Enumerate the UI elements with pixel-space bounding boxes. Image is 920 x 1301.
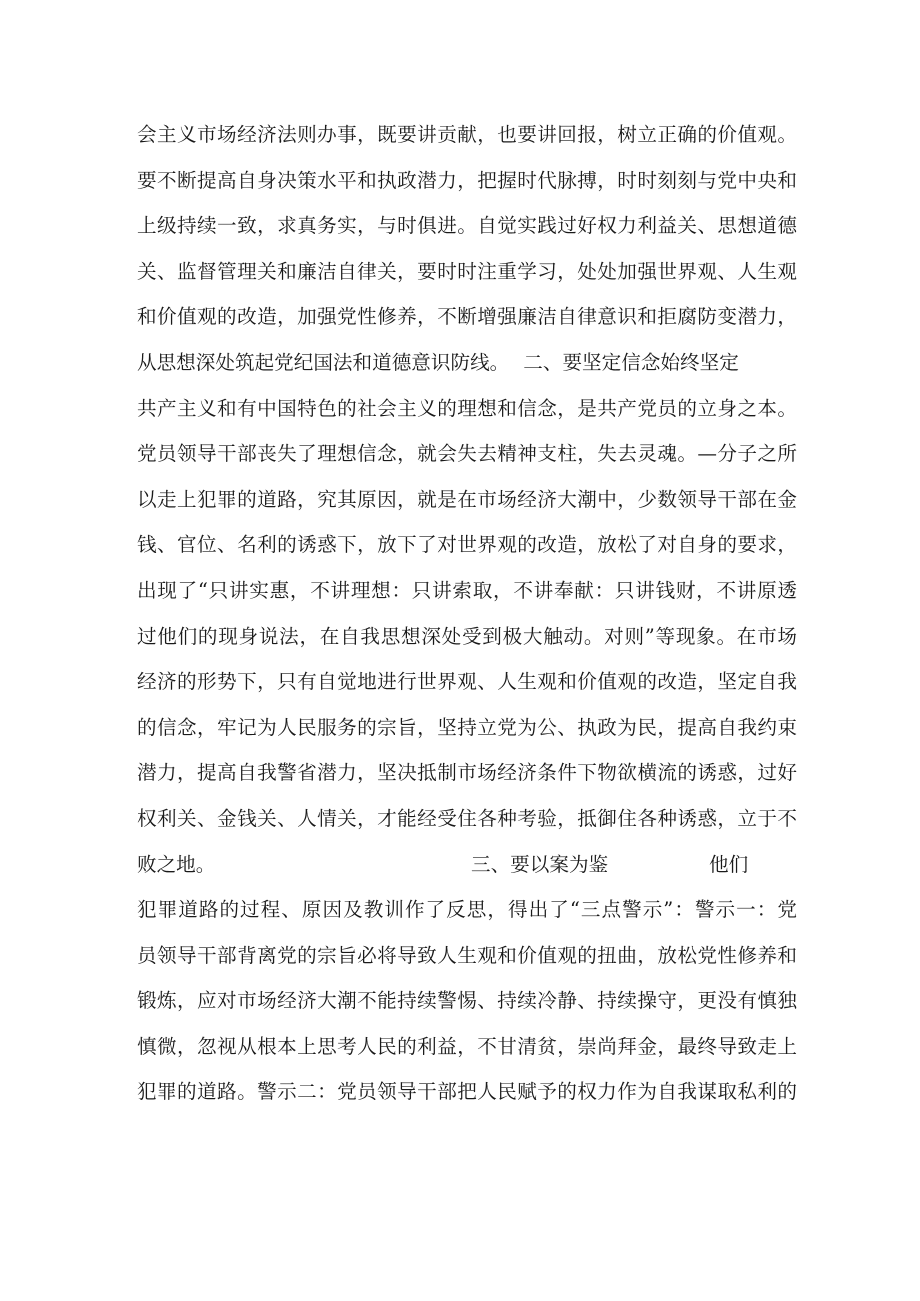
section-heading-3: 三、要以案为鉴 xyxy=(471,852,609,876)
text-line: 以走上犯罪的道路，究其原因，就是在市场经济大潮中，少数领导干部在金 xyxy=(137,487,797,511)
text-line: 过他们的现身说法，在自我思想深处受到极大触动。对则”等现象。在市场 xyxy=(137,624,797,648)
section-heading-2: 二、要坚定信念始终坚定 xyxy=(523,350,739,374)
document-body xyxy=(137,112,797,1115)
text-segment: 败之地。 xyxy=(137,852,216,876)
text-line: 钱、官位、名利的诱惑下，放下了对世界观的改造，放松了对自身的要求， xyxy=(137,533,797,557)
text-line: 会主义市场经济法则办事，既要讲贡献，也要讲回报，树立正确的价值观。 xyxy=(137,123,797,146)
text-line: 犯罪的道路。警示二：党员领导干部把人民赋予的权力作为自我谋取私利的 xyxy=(137,1080,797,1104)
text-line: 共产主义和有中国特色的社会主义的理想和信念，是共产党员的立身之本。 xyxy=(137,396,797,420)
text-line: 犯罪道路的过程、原因及教训作了反思，得出了“三点警示”：警示一：党 xyxy=(137,898,797,922)
text-line: 员领导干部背离党的宗旨必将导致人生观和价值观的扭曲，放松党性修养和 xyxy=(137,943,797,967)
text-line: 上级持续一致，求真务实，与时俱进。自觉实践过好权力利益关、思想道德 xyxy=(137,214,797,238)
text-line: 要不断提高自身决策水平和执政潜力，把握时代脉搏，时时刻刻与党中央和 xyxy=(137,168,797,192)
text-line: 权利关、金钱关、人情关，才能经受住各种考验，抵御住各种诱惑，立于不 xyxy=(137,806,797,830)
text-line: 潜力，提高自我警省潜力，坚决抵制市场经济条件下物欲横流的诱惑，过好 xyxy=(137,761,797,785)
text-line: 经济的形势下，只有自觉地进行世界观、人生观和价值观的改造，坚定自我 xyxy=(137,670,797,694)
text-line: 出现了“只讲实惠，不讲理想：只讲索取，不讲奉献：只讲钱财，不讲原透 xyxy=(137,578,797,602)
text-line-with-heading xyxy=(137,340,797,386)
text-line: 的信念，牢记为人民服务的宗旨，坚持立党为公、执政为民，提高自我约束 xyxy=(137,715,797,739)
text-line-with-heading xyxy=(137,842,797,888)
text-line: 和价值观的改造，加强党性修养，不断增强廉洁自律意识和拒腐防变潜力， xyxy=(137,305,797,329)
text-line: 关、监督管理关和廉洁自律关，要时时注重学习，处处加强世界观、人生观 xyxy=(137,259,797,283)
text-line: 锻炼，应对市场经济大潮不能持续警惕、持续冷静、持续操守，更没有慎独 xyxy=(137,989,797,1013)
text-segment: 从思想深处筑起党纪国法和道德意识防线。 xyxy=(137,350,510,374)
text-line: 慎微，忽视从根本上思考人民的利益，不甘清贫，崇尚拜金，最终导致走上 xyxy=(137,1034,797,1058)
text-line: 党员领导干部丧失了理想信念，就会失去精神支柱，失去灵魂。—分子之所 xyxy=(137,442,797,466)
text-segment: 他们 xyxy=(709,852,749,876)
